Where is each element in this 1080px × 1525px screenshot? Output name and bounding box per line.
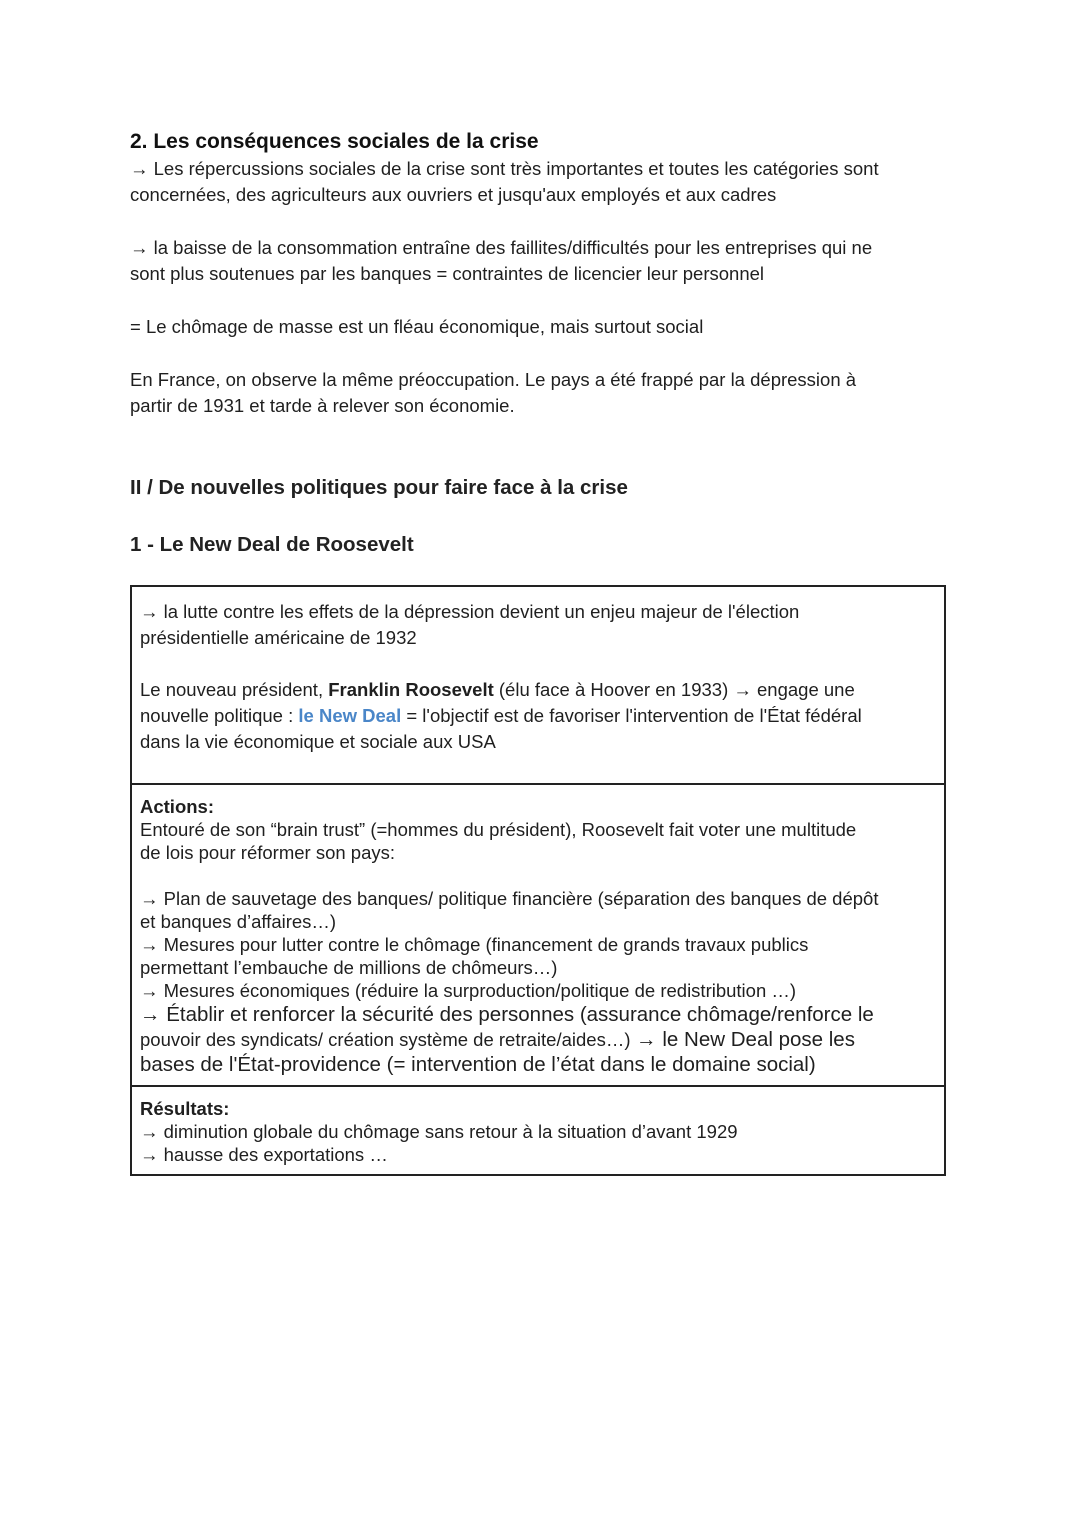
text-line: Entouré de son “brain trust” (=hommes du président), Roosevelt fait voter une multitude [140, 819, 857, 840]
text-span: Le nouveau président, [140, 679, 329, 700]
paragraph-consequences [130, 156, 950, 208]
roosevelt-name: Franklin Roosevelt [328, 679, 494, 700]
text-span: (élu face à Hoover en 1933) → engage une [493, 679, 855, 700]
actions-title: Actions: [140, 796, 214, 817]
text-line: → Plan de sauvetage des banques/ politique financière (séparation des banques de dépôt [140, 888, 879, 909]
paragraph-france [130, 367, 950, 419]
text-line: → Établir et renforcer la sécurité des personnes (assurance chômage/renforce le [140, 1003, 874, 1026]
results-title: Résultats: [140, 1098, 230, 1119]
text-line: → la lutte contre les effets de la dépression devient un enjeu majeur de l'élection [140, 601, 800, 622]
text-line: → diminution globale du chômage sans retour à la situation d’avant 1929 [140, 1121, 738, 1142]
text-line: dans la vie économique et sociale aux USA [140, 731, 496, 752]
text-line: concernées, des agriculteurs aux ouvriers et jusqu'aux employés et aux cadres [130, 184, 777, 205]
text-span: pouvoir des syndicats/ création système de retraite/aides…) [140, 1029, 631, 1050]
part-title: II / De nouvelles politiques pour faire face à la crise [130, 476, 628, 499]
table-cell-actions [132, 783, 944, 1085]
text-span: = l'objectif est de favoriser l'intervention de l'État fédéral [401, 705, 862, 726]
text-line: de lois pour réformer son pays: [140, 842, 396, 863]
document-page [130, 128, 950, 1176]
text-line: et banques d’affaires…) [140, 911, 337, 932]
section-title: 2. Les conséquences sociales de la crise [130, 130, 539, 153]
text-line: partir de 1931 et tarde à relever son économie. [130, 395, 515, 416]
new-deal-table [130, 585, 946, 1176]
table-cell-intro [132, 587, 944, 783]
text-line: permettant l’embauche de millions de chômeurs…) [140, 957, 558, 978]
part-subtitle: 1 - Le New Deal de Roosevelt [130, 533, 414, 556]
text-line: → Mesures économiques (réduire la surproduction/politique de redistribution …) [140, 980, 797, 1001]
paragraph-consumption [130, 235, 950, 287]
text-line: sont plus soutenues par les banques = contraintes de licencier leur personnel [130, 263, 765, 284]
text-line: En France, on observe la même préoccupation. Le pays a été frappé par la dépression à [130, 369, 857, 390]
text-span: nouvelle politique : [140, 705, 299, 726]
text-line: → Mesures pour lutter contre le chômage (financement de grands travaux publics [140, 934, 809, 955]
text-line: présidentielle américaine de 1932 [140, 627, 417, 648]
text-line: → la baisse de la consommation entraîne des faillites/difficultés pour les entreprises qui ne [130, 237, 873, 258]
paragraph-unemployment: = Le chômage de masse est un fléau économique, mais surtout social [130, 316, 704, 337]
text-line: bases de l'État-providence (= intervention de l’état dans le domaine social) [140, 1053, 816, 1076]
text-span: → le New Deal pose les [630, 1028, 855, 1051]
text-line: → Les répercussions sociales de la crise sont très importantes et toutes les catégories sont [130, 158, 879, 179]
table-cell-results [132, 1085, 944, 1174]
new-deal-highlight: le New Deal [298, 705, 402, 726]
text-line: → hausse des exportations … [140, 1144, 388, 1165]
